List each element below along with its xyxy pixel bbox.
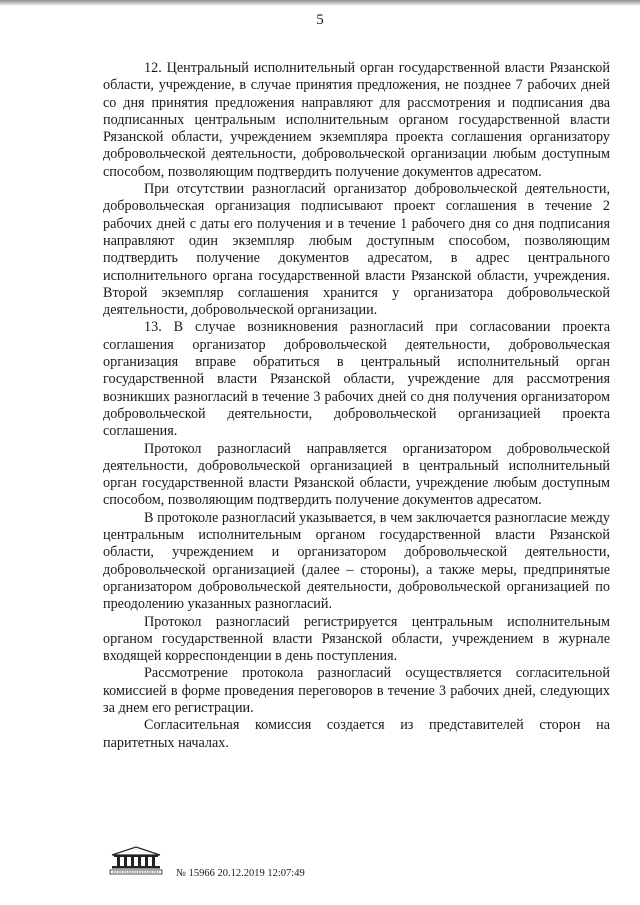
scan-edge: [0, 0, 640, 6]
registration-footer: [108, 845, 428, 885]
registration-stamp: № 15966 20.12.2019 12:07:49: [176, 868, 305, 879]
paragraph-protocol-sending: Протокол разногласий направляется организатором добровольческой деятельности, добровольческой организацией в центральный исполнительный орган государственной власти Рязанской области, учреждение любым доступным способом, позволяющим подтвердить получение документов адресатом.: [103, 440, 610, 509]
document-body: [103, 60, 610, 752]
government-building-icon: [108, 845, 164, 875]
page-number: 5: [316, 12, 324, 28]
paragraph-protocol-content: В протоколе разногласий указывается, в чем заключается разногласие между центральным исполнительным органом государственной власти Рязанской области, учреждением и организатором добровольческой деятельности, добровольческой организацией (далее – стороны), а также меры, предпринятые организатором добровольческой деятельности, добровольческой организацией по преодолению указанных разногласий.: [103, 509, 610, 613]
paragraph-commission: Согласительная комиссия создается из представителей сторон на паритетных началах.: [103, 717, 610, 751]
paragraph-protocol-review: Рассмотрение протокола разногласий осуществляется согласительной комиссией в форме проведения переговоров в течение 3 рабочих дней, следующих за днем его регистрации.: [103, 665, 610, 716]
paragraph-12: 12. Центральный исполнительный орган государственной власти Рязанской области, учреждение, в случае принятия предложения, не позднее 7 рабочих дней со дня принятия предложения направляют для рассмотрения и подписания два подписанных центральным исполнительным органом государственной власти Рязанской области, учреждением экземпляра проекта соглашения организатору добровольческой деятельности, добровольческой организации любым доступным способом, позволяющим подтвердить получение документов адресатом.: [103, 60, 610, 180]
paragraph-no-disagreements: При отсутствии разногласий организатор добровольческой деятельности, добровольческая организация подписывают проект соглашения в течение 2 рабочих дней с даты его получения и в течение 1 рабочего дня со дня подписания направляют один экземпляр любым доступным способом, позволяющим подтвердить получение документов адресатом, в адрес центрального исполнительного органа государственной власти Рязанской области, учреждения. Второй экземпляр соглашения хранится у организатора добровольческой деятельности, добровольческой организации.: [103, 181, 610, 319]
paragraph-protocol-registration: Протокол разногласий регистрируется центральным исполнительным органом государственной власти Рязанской области, учреждением в журнале входящей корреспонденции в день поступления.: [103, 613, 610, 665]
paragraph-13: 13. В случае возникновения разногласий при согласовании проекта соглашения организатор добровольческой деятельности, добровольческая организация вправе обратиться в центральный исполнительный орган государственной власти Рязанской области, учреждение для рассмотрения возникших разногласий в течение 3 рабочих дней со дня получения организатором добровольческой деятельности, добровольческой организацией проекта соглашения.: [103, 319, 610, 440]
